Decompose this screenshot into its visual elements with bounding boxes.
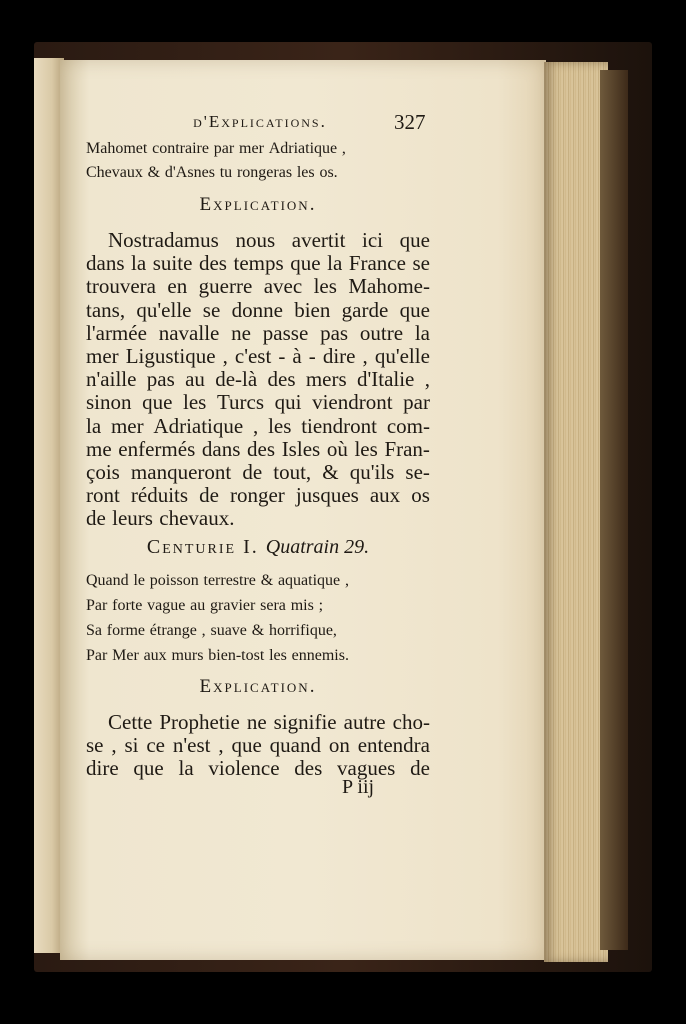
paragraph-line: l'armée navalle ne passe pas outre la: [86, 320, 430, 345]
centurie-number: Centurie I.: [146, 536, 266, 558]
section-heading: Explication.: [199, 194, 317, 215]
paragraph-line: la mer Adriatique , les tiendront com-: [86, 413, 430, 438]
running-title: d'Explications.: [193, 112, 327, 131]
paragraph-line: dans la suite des temps que la France se: [86, 251, 430, 276]
quatrain-line: Sa forme étrange , suave & horrifique,: [86, 622, 337, 639]
paragraph-line: dire que la violence des vagues de: [86, 756, 430, 781]
page-edges-stack: [544, 62, 608, 962]
quatrain-line: Quand le poisson terrestre & aquatique ,: [86, 572, 349, 589]
quatrain-number: Quatrain 29.: [265, 536, 370, 558]
centurie-heading: [86, 536, 430, 559]
paragraph-line: me enfermés dans des Isles où les Fran-: [86, 436, 430, 461]
paragraph-line: mer Ligustique , c'est - à - dire , qu'elle: [86, 344, 430, 368]
paragraph-line: sinon que les Turcs qui viendront par: [86, 390, 430, 415]
paragraph-line: Cette Prophetie ne signifie autre cho-: [108, 710, 430, 734]
verse-line: Mahomet contraire par mer Adriatique ,: [86, 140, 346, 157]
section-heading: Explication.: [199, 676, 317, 697]
book-spine-edge: [600, 70, 628, 950]
quatrain-line: Par Mer aux murs bien-tost les ennemis.: [86, 647, 349, 664]
quatrain-line: Par forte vague au gravier sera mis ;: [86, 597, 324, 614]
paragraph-line: çois manqueront de tout, & qu'ils se-: [86, 460, 430, 484]
paragraph-line: de leurs chevaux.: [86, 506, 235, 531]
paragraph-line: se , si ce n'est , que quand on entendra: [86, 733, 430, 758]
signature-mark: P iij: [342, 776, 375, 798]
page-number: 327: [394, 110, 426, 134]
paragraph-line: tans, qu'elle se donne bien garde que: [86, 297, 430, 322]
verse-line: Chevaux & d'Asnes tu rongeras les os.: [86, 164, 338, 181]
paragraph-line: n'aille pas au de-là des mers d'Italie ,: [86, 367, 430, 392]
paragraph-line: trouvera en guerre avec les Mahome-: [86, 274, 430, 299]
paragraph-line: ront réduits de ronger jusques aux os: [86, 483, 430, 508]
paragraph-line: Nostradamus nous avertit ici que: [108, 228, 430, 252]
